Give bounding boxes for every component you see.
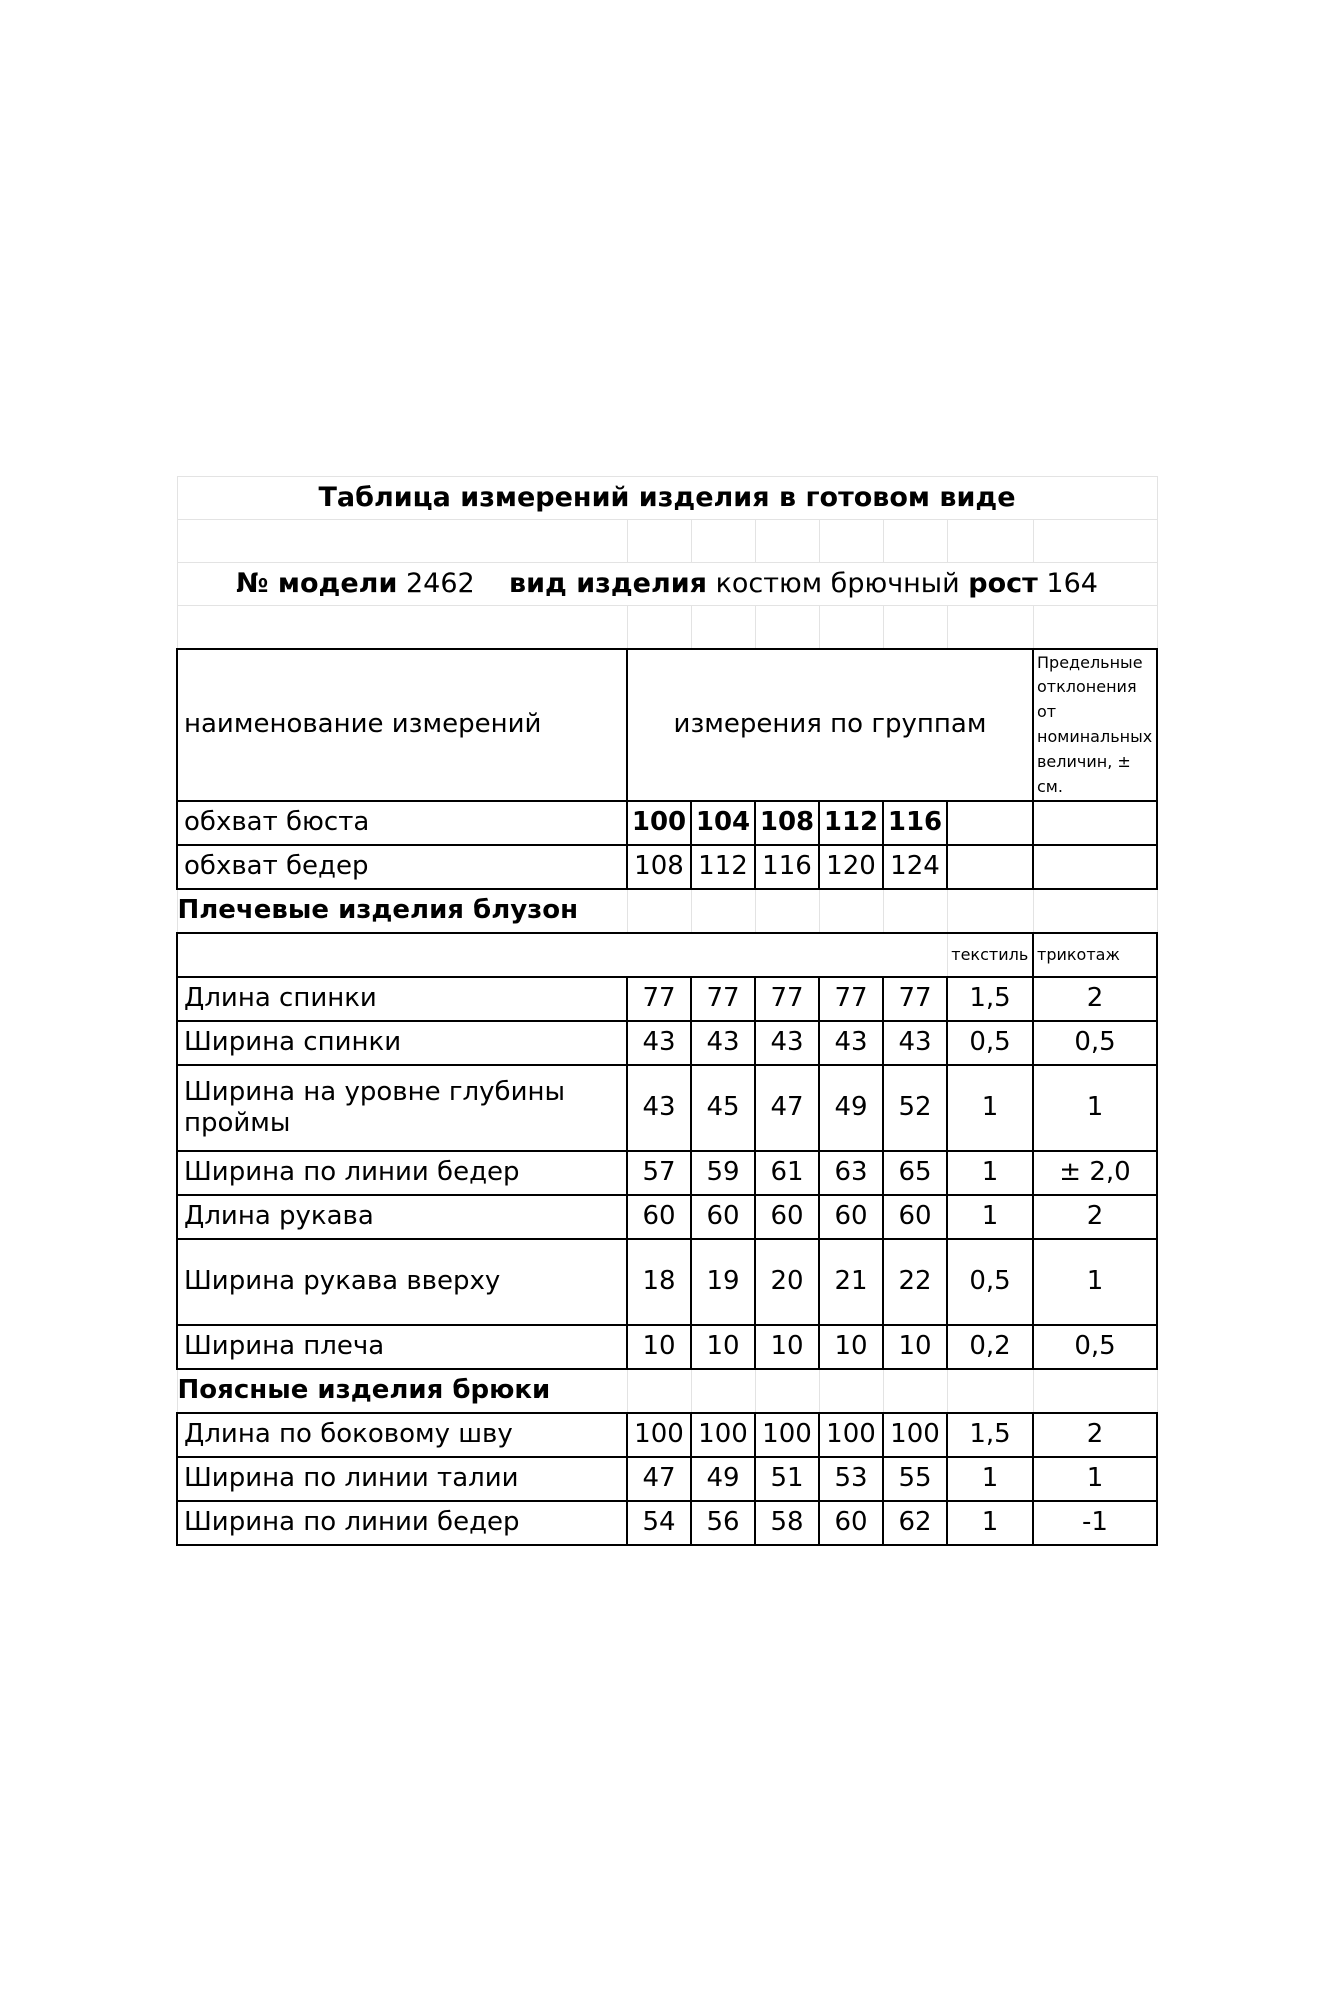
size-cell: 112 <box>691 845 755 889</box>
table-row: Длина по боковому шву 100 100 100 100 100 1,5 2 <box>177 1413 1157 1457</box>
size-cell: 108 <box>755 801 819 845</box>
size-cell: 100 <box>627 801 691 845</box>
product-type-label: вид изделия <box>509 567 707 599</box>
header-groups: измерения по группам <box>627 649 1033 801</box>
row-label: обхват бедер <box>177 845 627 889</box>
table-row: Ширина рукава вверху 18 19 20 21 22 0,5 1 <box>177 1239 1157 1325</box>
header-deviation: Предельные отклонения от номинальных величин, ± см. <box>1033 649 1157 801</box>
tolerance-knit-label: трикотаж <box>1033 933 1157 977</box>
model-label: № модели <box>236 567 398 599</box>
hip-row <box>177 845 1157 889</box>
table-row: Ширина спинки 43 43 43 43 43 0,5 0,5 <box>177 1021 1157 1065</box>
table-row: Длина рукава 60 60 60 60 60 1 2 <box>177 1195 1157 1239</box>
bust-row <box>177 801 1157 845</box>
table-title: Таблица измерений изделия в готовом виде <box>177 477 1157 520</box>
table-row: Ширина по линии бедер 57 59 61 63 65 1 ± 2,0 <box>177 1151 1157 1195</box>
product-type-value: костюм брючный <box>715 567 960 599</box>
height-value: 164 <box>1046 567 1098 599</box>
table-row: Ширина на уровне глубины проймы 43 45 47 49 52 1 1 <box>177 1065 1157 1151</box>
size-cell: 112 <box>819 801 883 845</box>
table-row: Ширина плеча 10 10 10 10 10 0,2 0,5 <box>177 1325 1157 1369</box>
size-cell: 116 <box>755 845 819 889</box>
model-line <box>177 563 1157 606</box>
size-cell: 104 <box>691 801 755 845</box>
size-cell: 124 <box>883 845 947 889</box>
measurement-table <box>176 476 1158 1546</box>
section-title-waist: Поясные изделия брюки <box>177 1369 627 1413</box>
table-row: Длина спинки 77 77 77 77 77 1,5 2 <box>177 977 1157 1021</box>
tolerance-textile-label: текстиль <box>947 933 1033 977</box>
row-label: обхват бюста <box>177 801 627 845</box>
size-cell: 116 <box>883 801 947 845</box>
header-measure-name: наименование измерений <box>177 649 627 801</box>
size-cell: 120 <box>819 845 883 889</box>
height-label: рост <box>968 567 1038 599</box>
size-cell: 108 <box>627 845 691 889</box>
section-title-shoulder: Плечевые изделия блузон <box>177 889 627 933</box>
model-number: 2462 <box>405 567 475 599</box>
table-row: Ширина по линии талии 47 49 51 53 55 1 1 <box>177 1457 1157 1501</box>
table-row: Ширина по линии бедер 54 56 58 60 62 1 -1 <box>177 1501 1157 1545</box>
